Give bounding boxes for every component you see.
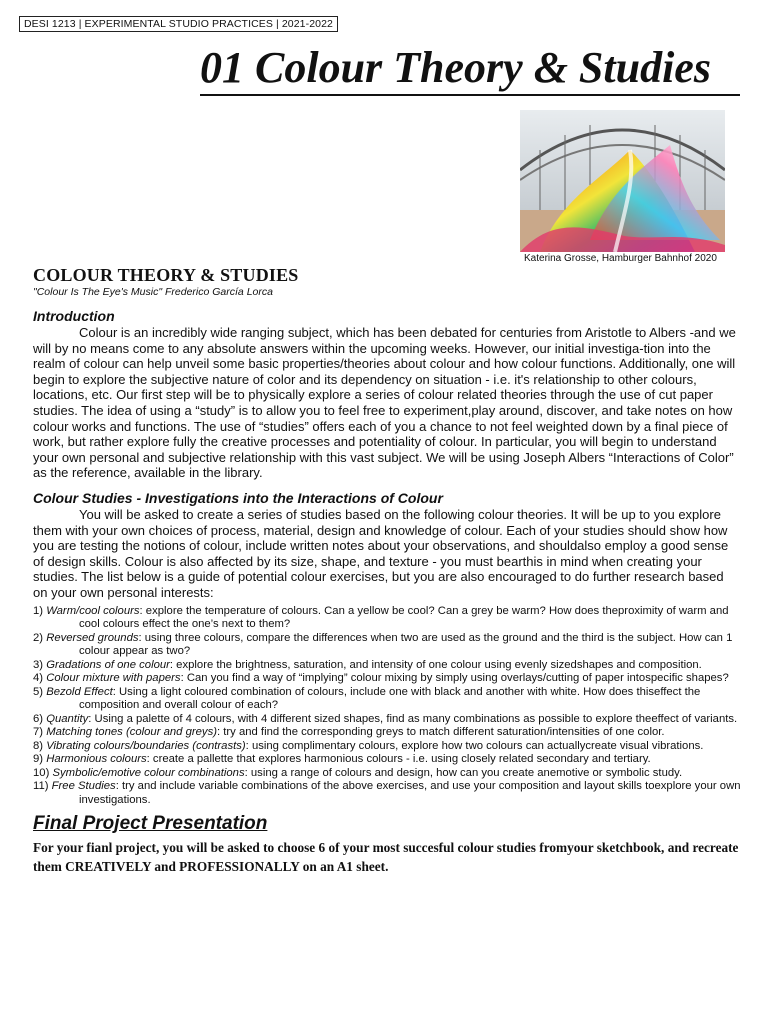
item-name: Quantity: [46, 712, 89, 725]
item-text: : Using a palette of 4 colours, with 4 different sized shapes, find as many combinations as possible to explore theeffect of variants.: [88, 712, 738, 725]
item-name: Gradations of one colour: [46, 658, 170, 671]
main-content: [33, 264, 741, 876]
item-text: : try and find the corresponding greys to match different saturation/intensities of one color.: [216, 726, 665, 738]
studies-paragraph: You will be asked to create a series of studies based on the following colour theories. It will be up to you explore them with your own choices of process, material, design and knowledge of colour. Each of your studies should show how you are testing the notions of colour, include written notes about your observations, and shouldalso employ a good sense of design skills. Colour is also affected by its size, shape, and texture - you must bearthis in mind when creating your studies. The list below is a guide of potential colour exercises, but you are also encouraged to do further research based on your own personal interests:: [33, 506, 729, 600]
item-text: : Using a light coloured combination of colours, include one with black and another with white. How does thiseffect the composition and overall colour of each?: [79, 685, 701, 711]
item-name: Harmonious colours: [46, 753, 147, 765]
list-item: [33, 672, 741, 686]
list-item: [33, 686, 741, 713]
item-text: : Can you find a way of “implying” colour mixing by simply using overlays/cutting of paper intospecific shapes?: [180, 672, 729, 684]
final-project-heading: Final Project Presentation: [33, 813, 268, 834]
item-text: : using three colours, compare the differences when two are used as the ground and the third is the subject. How can 1 colour appear as two?: [79, 631, 733, 657]
list-item: [33, 767, 741, 781]
epigraph-quote: "Colour Is The Eye's Music" Frederico García Lorca: [33, 286, 273, 298]
item-text: : explore the temperature of colours. Can a yellow be cool? Can a grey be warm? How does theproximity of warm and cool colours effect the one’s next to them?: [79, 604, 729, 630]
list-item: [33, 726, 741, 740]
item-number: 7): [33, 726, 44, 738]
item-text: : using a range of colours and design, how can you create anemotive or symbolic study.: [244, 766, 683, 779]
exercise-list: [33, 605, 741, 808]
item-number: 2): [33, 631, 44, 644]
list-item: [33, 740, 741, 754]
item-number: 4): [33, 672, 44, 684]
image-caption: Katerina Grosse, Hamburger Bahnhof 2020: [524, 253, 717, 264]
item-name: Bezold Effect: [46, 685, 113, 698]
item-name: Vibrating colours/boundaries (contrasts): [46, 739, 246, 752]
item-name: Free Studies: [51, 780, 116, 792]
item-number: 8): [33, 739, 44, 752]
item-name: Colour mixture with papers: [46, 672, 181, 684]
studies-heading: Colour Studies - Investigations into the Interactions of Colour: [33, 489, 443, 506]
item-number: 11): [33, 780, 49, 792]
course-tag: DESI 1213 | EXPERIMENTAL STUDIO PRACTICES | 2021-2022: [19, 16, 338, 32]
item-number: 10): [33, 766, 50, 779]
item-text: : explore the brightness, saturation, and intensity of one colour using evenly sizedshapes and composition.: [169, 658, 702, 671]
installation-image: [520, 110, 725, 252]
item-number: 6): [33, 712, 44, 725]
item-number: 3): [33, 658, 44, 671]
list-item: [33, 713, 741, 727]
item-number: 9): [33, 753, 44, 765]
list-item: [33, 605, 741, 632]
item-text: : using complimentary colours, explore how two colours can actuallycreate visual vibrations.: [245, 739, 704, 752]
installation-photo: [520, 110, 725, 252]
item-number: 5): [33, 685, 44, 698]
list-item: [33, 780, 741, 807]
introduction-heading: Introduction: [33, 308, 115, 324]
item-text: : create a pallette that explores harmonious colours - i.e. using closely related secondary and tertiary.: [146, 753, 651, 765]
item-number: 1): [33, 604, 44, 617]
item-name: Reversed grounds: [46, 631, 139, 644]
section-heading: COLOUR THEORY & STUDIES: [33, 265, 299, 285]
introduction-paragraph: Colour is an incredibly wide ranging subject, which has been debated for centuries from Aristotle to Albers -and we will by no means come to any absolute answers within the upcoming weeks. However, our initial investiga-tion into the realm of colour can help unveil some basic properties/theories about colour and how colour functions. Additionally, one will begin to explore the subjective nature of color and its dependency on situation - i.e. it's relationship to other colours, locations, etc. Our first step will be to physically explore a series of colour related theories through the use of cut paper studies. The idea of using a “study” is to allow you to feel free to experiment,play around, discover, and take notes on how colour works and functions. The use of “studies” offers each of you a chance to not feel weighted down by a final piece of work, but rather explore fully the creative processes and potentiality of colour. In particular, you will begin to understand your own personal and subjective relationship with this vast subject. We will be using Joseph Albers “Interactions of Color” as the reference, available in the library.: [33, 325, 736, 481]
item-text: : try and include variable combinations of the above exercises, and use your composition and layout skills toexplore your own investigations.: [79, 780, 741, 806]
final-project-paragraph: For your fianl project, you will be asked to choose 6 of your most succesful colour studies fromyour sketchbook, and recreate them CREATIVELY and PROFESSIONALLY on an A1 sheet.: [33, 840, 739, 874]
item-name: Symbolic/emotive colour combinations: [52, 766, 245, 779]
list-item: [33, 632, 741, 659]
page-title: 01 Colour Theory & Studies: [200, 42, 740, 96]
item-name: Matching tones (colour and greys): [46, 726, 217, 738]
item-name: Warm/cool colours: [46, 604, 140, 617]
list-item: [33, 659, 741, 673]
list-item: [33, 753, 741, 767]
